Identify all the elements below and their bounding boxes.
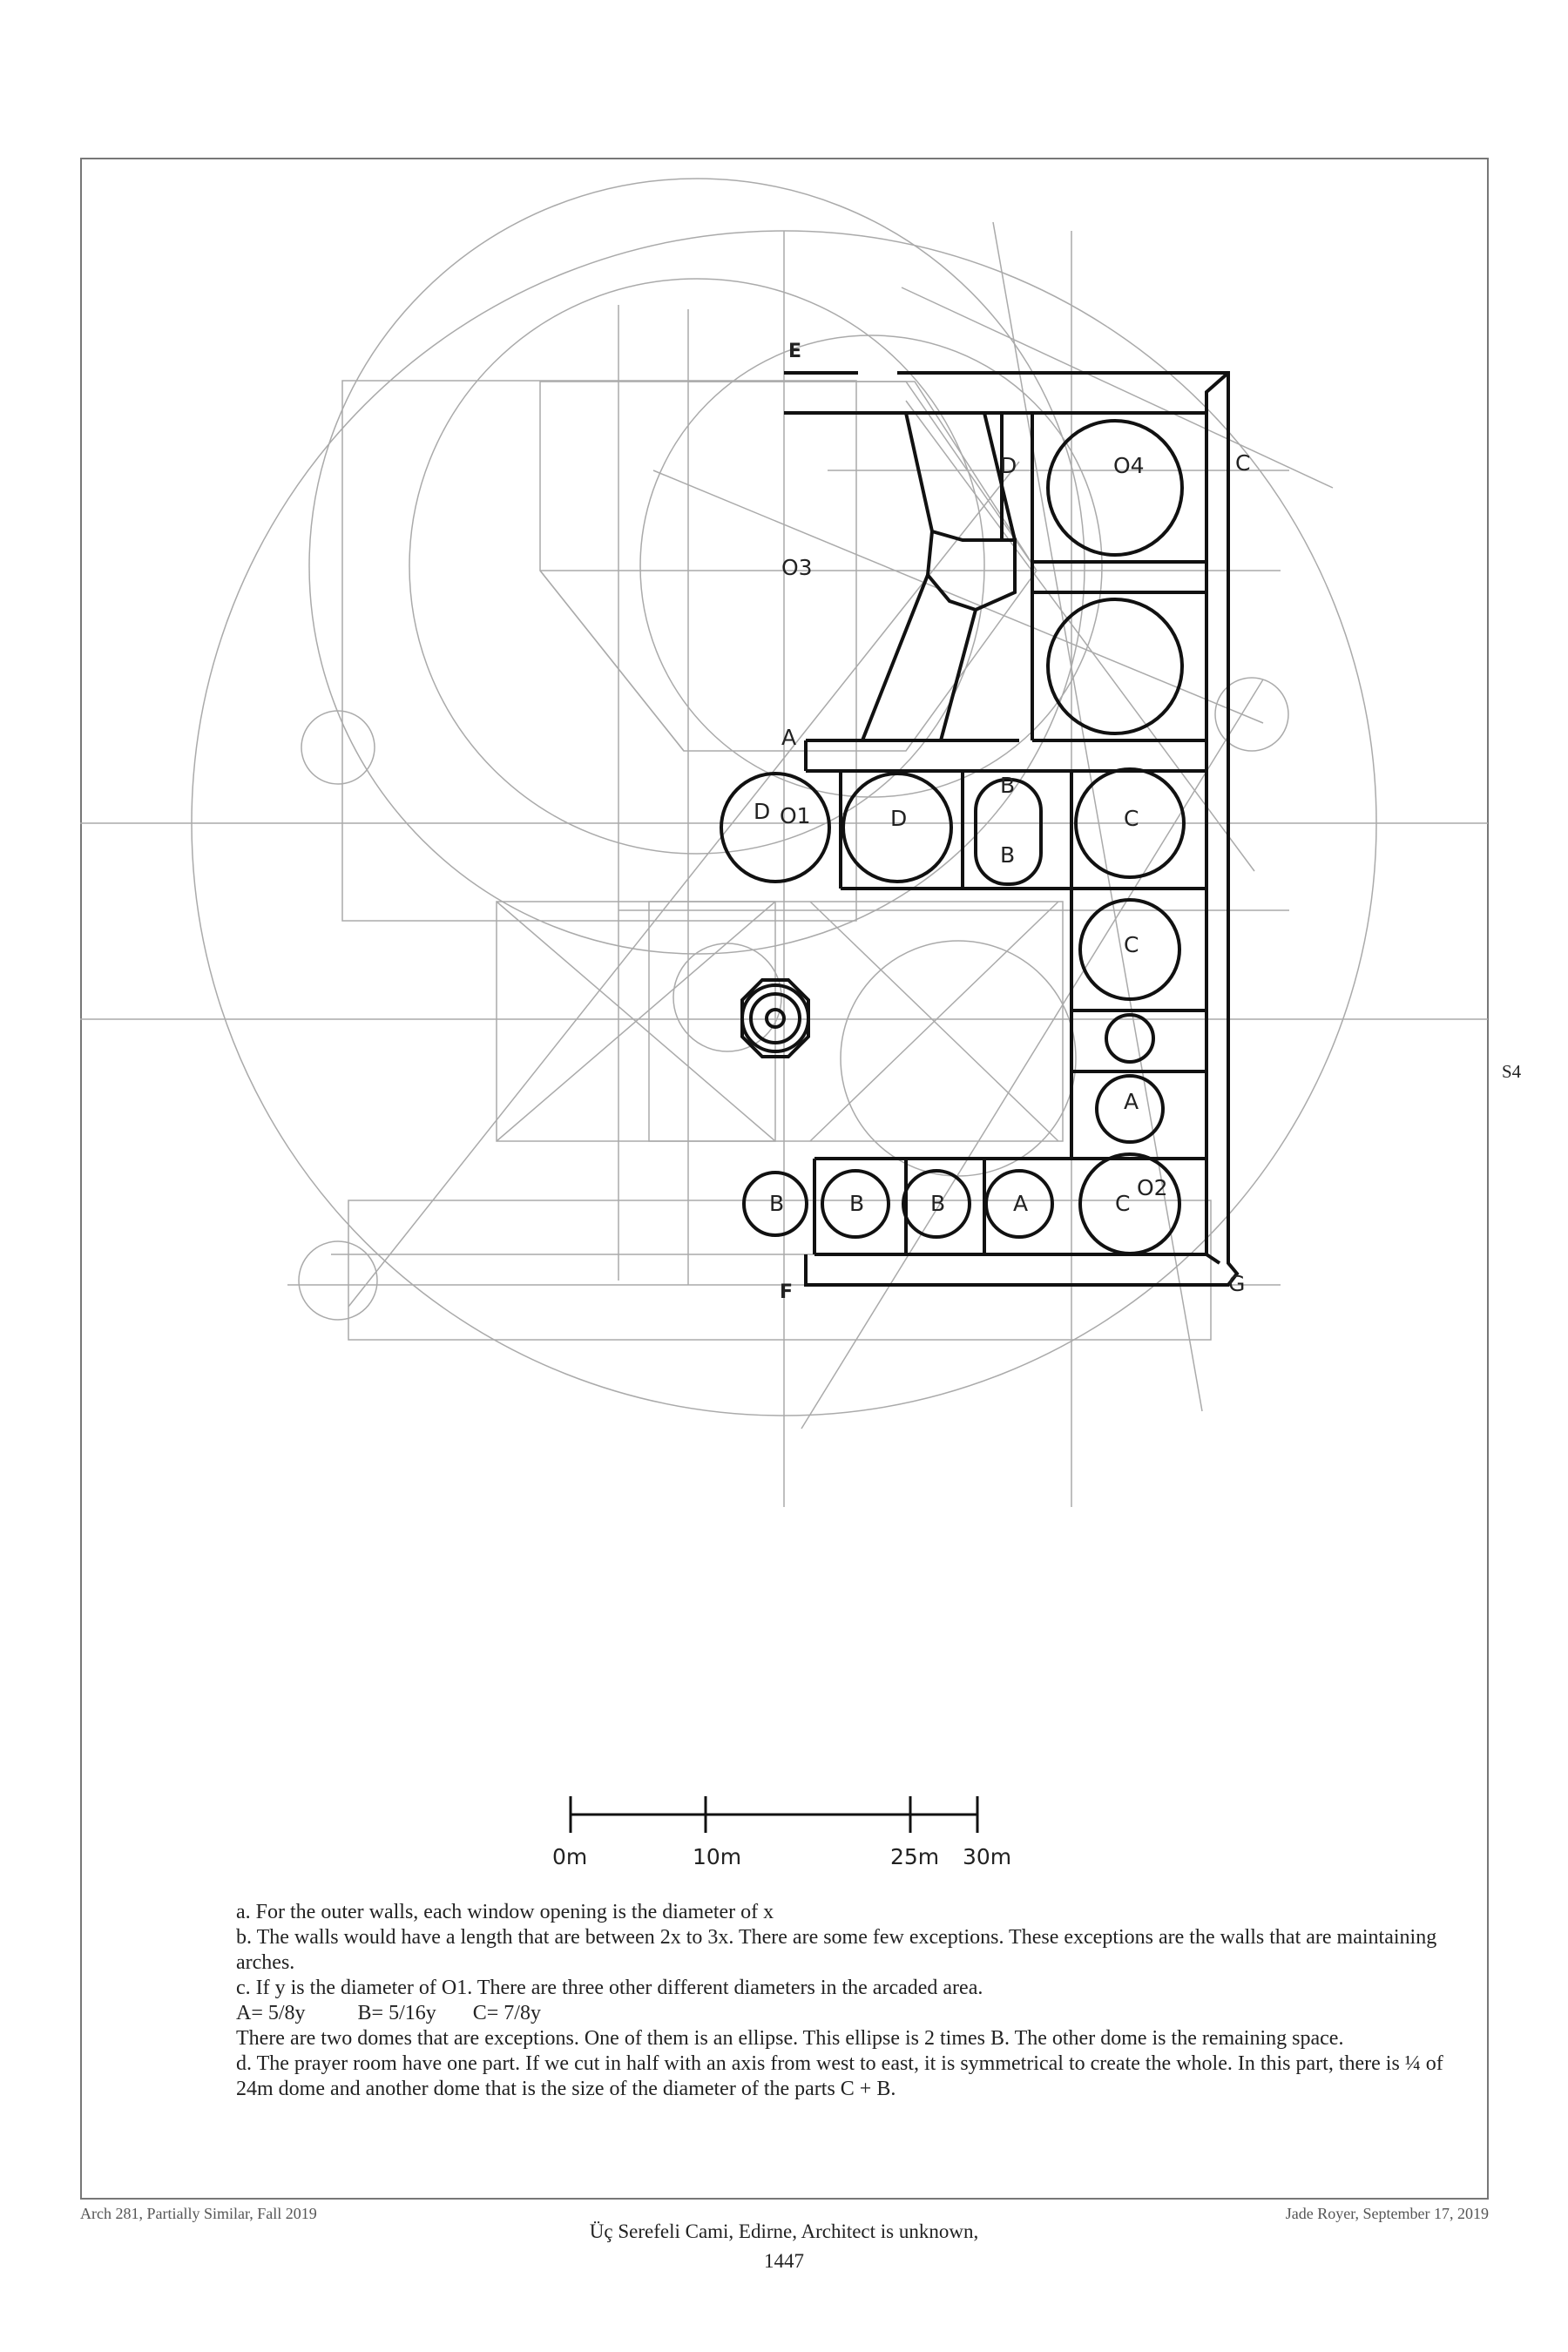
scale-tick-10m: 10m bbox=[693, 1844, 742, 1869]
footer-author: Jade Royer, September 17, 2019 bbox=[1285, 2205, 1489, 2222]
label-B-top: B bbox=[1000, 773, 1016, 798]
note-exceptions: There are two domes that are exceptions. One of them is an ellipse. This ellipse is 2 times B. The other dome is the remaining space. bbox=[236, 2027, 1344, 2050]
sheet-number: S4 bbox=[1502, 1061, 1522, 1082]
label-A-corner: A bbox=[781, 725, 797, 750]
footer-title bbox=[0, 2217, 1568, 2276]
label-O3: O3 bbox=[781, 555, 813, 580]
footer-title-line1: Üç Serefeli Cami, Edirne, Architect is unknown, bbox=[589, 2220, 979, 2242]
footer-title-line2: 1447 bbox=[764, 2250, 804, 2272]
label-B3: B bbox=[930, 1191, 946, 1216]
label-B1: B bbox=[769, 1191, 785, 1216]
scale-tick-30m: 30m bbox=[963, 1844, 1012, 1869]
label-O2: O2 bbox=[1137, 1175, 1168, 1200]
note-b: b. The walls would have a length that are between 2x to 3x. There are some few exceptions. These exceptions are the walls that are maintaining arches. bbox=[236, 1926, 1437, 1974]
footer-course: Arch 281, Partially Similar, Fall 2019 bbox=[80, 2205, 317, 2222]
note-a: a. For the outer walls, each window opening is the diameter of x bbox=[236, 1901, 774, 1923]
notes-block bbox=[236, 1900, 1447, 2102]
label-A-bottom: A bbox=[1013, 1191, 1029, 1216]
scale-tick-25m: 25m bbox=[890, 1844, 940, 1869]
label-D-left: D bbox=[754, 799, 771, 824]
label-C1: C bbox=[1124, 806, 1139, 831]
scale-tick-0m: 0m bbox=[552, 1844, 588, 1869]
label-O4: O4 bbox=[1113, 453, 1145, 478]
label-G: G bbox=[1228, 1271, 1246, 1296]
label-E: E bbox=[788, 341, 802, 362]
label-D-top: D bbox=[1000, 453, 1017, 478]
note-c-values: A= 5/8y B= 5/16y C= 7/8y bbox=[236, 2002, 541, 2024]
label-C2: C bbox=[1124, 932, 1139, 957]
note-c: c. If y is the diameter of O1. There are three other different diameters in the arcaded area. bbox=[236, 1977, 983, 1999]
label-D-mid: D bbox=[890, 806, 908, 831]
label-B2: B bbox=[849, 1191, 865, 1216]
note-d: d. The prayer room have one part. If we cut in half with an axis from west to east, it is symmetrical to create the whole. In this part, there is ¼ of 24m dome and another dome that is the size of the diameter of the parts C + B. bbox=[236, 2052, 1443, 2100]
label-F: F bbox=[780, 1281, 794, 1303]
label-B-bottom: B bbox=[1000, 842, 1016, 868]
label-C3: C bbox=[1115, 1191, 1131, 1216]
label-O1: O1 bbox=[780, 803, 811, 828]
label-A-right: A bbox=[1124, 1089, 1139, 1114]
label-C-corner: C bbox=[1235, 450, 1251, 476]
